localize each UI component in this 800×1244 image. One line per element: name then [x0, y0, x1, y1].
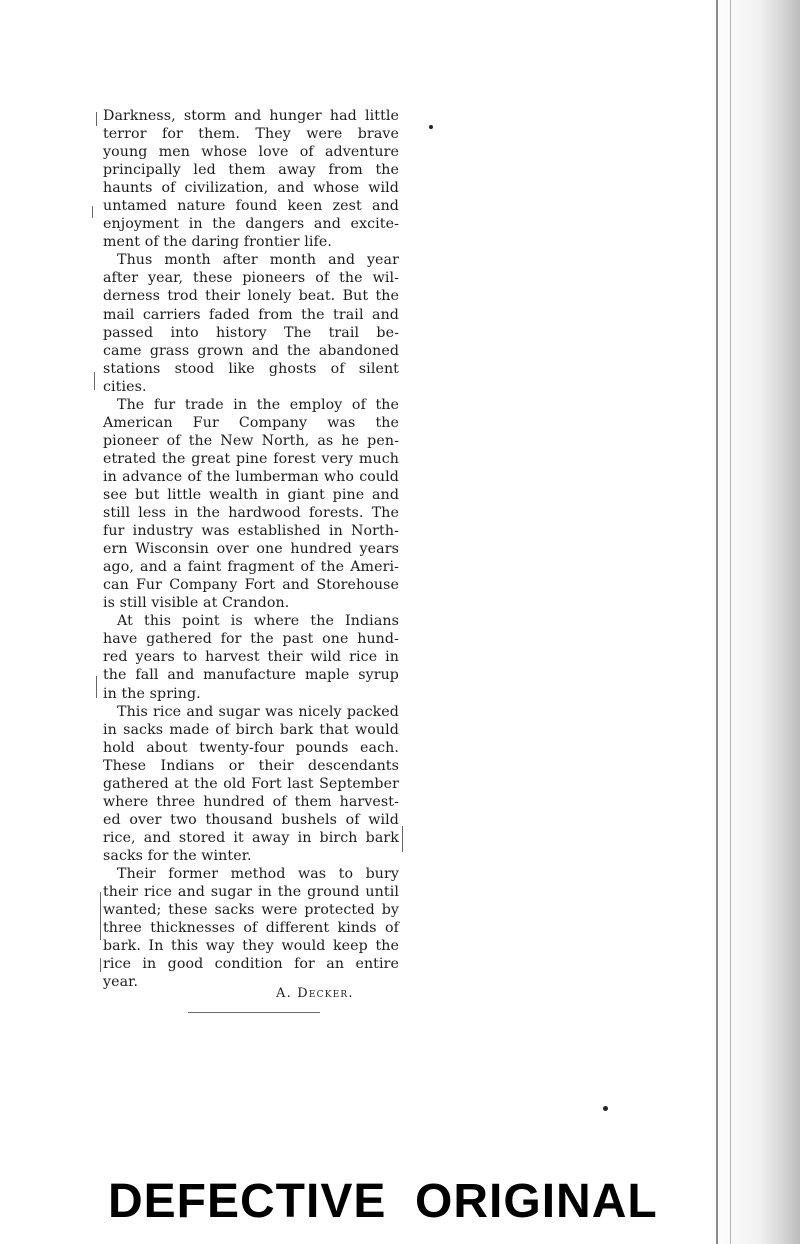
scan-mark — [100, 892, 101, 940]
article-line: hold about twenty-four pounds each. — [103, 739, 399, 756]
article-line: At this point is where the Indians — [117, 613, 399, 630]
article-line: These Indians or their descendants — [103, 757, 399, 774]
article-line: bark. In this way they would keep the — [103, 938, 399, 955]
article-line: derness trod their lonely beat. But the — [103, 288, 399, 305]
article-line: can Fur Company Fort and Storehouse — [103, 577, 399, 594]
article-line: haunts of civilization, and whose wild — [103, 180, 399, 197]
article-line: see but little wealth in giant pine and — [103, 486, 399, 503]
article-line: the fall and manufacture maple syrup — [103, 667, 399, 684]
article-line: American Fur Company was the — [103, 414, 399, 431]
article-line: is still visible at Crandon. — [103, 595, 290, 612]
scan-mark — [92, 206, 93, 218]
article-line: three thicknesses of different kinds of — [103, 920, 399, 937]
article-line: Thus month after month and year — [117, 252, 399, 269]
article-line: ern Wisconsin over one hundred years — [103, 541, 399, 558]
article-line: mail carriers faded from the trail and — [103, 306, 399, 323]
article-line: Darkness, storm and hunger had little — [103, 108, 399, 124]
article-line: gathered at the old Fort last September — [103, 775, 399, 792]
scan-mark — [100, 958, 101, 972]
page-edge-line-inner — [730, 0, 731, 1244]
article-signature: A. Decker. — [276, 986, 354, 1001]
article-line: sacks for the winter. — [103, 847, 252, 864]
article-line: in sacks made of birch bark that would — [103, 721, 399, 738]
article-line: their rice and sugar in the ground until — [103, 884, 399, 901]
article-line: rice in good condition for an entire — [103, 956, 399, 973]
article-line: fur industry was established in North- — [103, 523, 399, 540]
article-line: in advance of the lumberman who could — [103, 468, 399, 485]
article-line: wanted; these sacks were protected by — [103, 902, 399, 919]
article-line: ed over two thousand bushels of wild — [103, 811, 399, 828]
scan-speck — [429, 125, 433, 129]
article-line: have gathered for the past one hund- — [103, 631, 399, 648]
article-line: terror for them. They were brave — [103, 126, 399, 143]
article-line: still less in the hardwood forests. The — [103, 505, 399, 522]
article-line: ment of the daring frontier life. — [103, 234, 333, 251]
article-line: etrated the great pine forest very much — [103, 450, 399, 467]
page-edge-line — [716, 0, 718, 1244]
article-line: pioneer of the New North, as he pen- — [103, 432, 399, 449]
article-line: principally led them away from the — [103, 162, 399, 179]
article-line: came grass grown and the abandoned — [103, 342, 399, 359]
article-line: untamed nature found keen zest and — [103, 198, 399, 215]
article-line: The fur trade in the employ of the — [117, 396, 399, 413]
article-line: passed into history The trail be- — [103, 324, 399, 341]
article-line: red years to harvest their wild rice in — [103, 649, 399, 666]
article-line: Their former method was to bury — [117, 865, 399, 882]
article-line: after year, these pioneers of the wil- — [103, 270, 399, 287]
defective-original-stamp: DEFECTIVE ORIGINAL — [108, 1175, 658, 1228]
scan-speck — [603, 1106, 608, 1111]
article-line: This rice and sugar was nicely packed — [117, 703, 399, 720]
scan-mark — [96, 112, 97, 126]
article-line: in the spring. — [103, 685, 201, 702]
article-column — [103, 107, 399, 991]
article-line: year. — [103, 974, 139, 991]
article-line: ago, and a faint fragment of the Ameri- — [103, 559, 399, 576]
scan-mark — [402, 826, 403, 852]
article-line: rice, and stored it away in birch bark — [103, 829, 399, 846]
article-line: where three hundred of them harvest- — [103, 793, 399, 810]
closing-rule — [188, 1012, 320, 1013]
scan-mark — [94, 372, 95, 390]
article-line: cities. — [103, 378, 147, 395]
page-edge-shadow — [708, 0, 800, 1244]
article-line: young men whose love of adventure — [103, 144, 399, 161]
article-line: enjoyment in the dangers and excite- — [103, 216, 399, 233]
scan-mark — [96, 676, 97, 698]
article-line: stations stood like ghosts of silent — [103, 360, 399, 377]
